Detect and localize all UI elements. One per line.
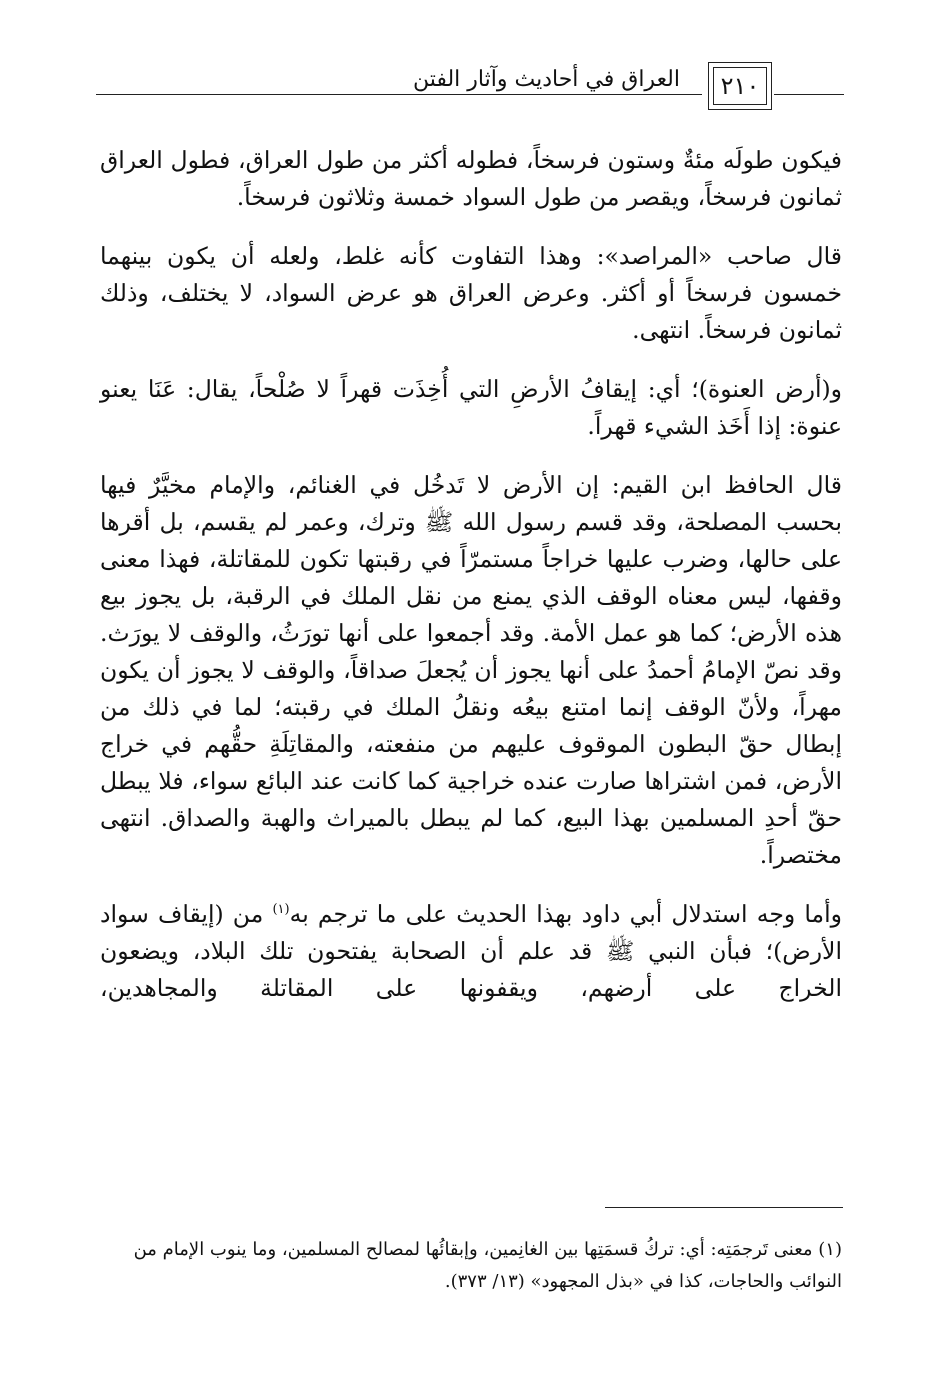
header-rule-right	[774, 94, 844, 95]
paragraph-5-text-b: من (إيقاف سواد الأرض)؛ فبأن النبي ﷺ قد علم أن الصحابة يفتحون تلك البلاد، ويضعون الخراج على أرضهم، ويقفونها على المقاتلة والمجاهدين،	[100, 900, 842, 1002]
running-header	[96, 62, 844, 114]
footnote-separator	[605, 1207, 843, 1208]
paragraph-2: قال صاحب «المراصد»: وهذا التفاوت كأنه غلط، ولعله أن يكون بينهما خمسون فرسخاً أو أكثر. وعرض العراق هو عرض السواد، لا يختلف، وذلك ثمانون فرسخاً. انتهى.	[100, 242, 842, 344]
running-title: العراق في أحاديث وآثار الفتن	[407, 67, 686, 93]
header-rule-left	[96, 94, 702, 95]
paragraph-5	[100, 896, 842, 1007]
footnote-reference[interactable]: (١)	[272, 902, 290, 918]
page-number: ٢١٠	[713, 67, 767, 105]
page-number-box	[708, 62, 772, 110]
footnote-1: (١) معنى تَرجمَتِه: أي: تركُ قسمَتِها بين الغانِمين، وإبقائُها لمصالح المسلمين، وما ينوب الإمام من النوائب والحاجات، كذا في «بذل المجهود» (١٣/ ٣٧٣).	[133, 1239, 842, 1292]
body-text	[100, 142, 842, 1029]
paragraph-3: و(أرض العنوة)؛ أي: إيقافُ الأرضِ التي أُخِذَت قهراً لا صُلْحاً، يقال: عَنَا يعنو عنوة: إذا أَخَذ الشيء قهراً.	[100, 375, 842, 440]
paragraph-4: قال الحافظ ابن القيم: إن الأرض لا تَدخُل في الغنائم، والإمام مخيَّرٌ فيها بحسب المصلحة، وقد قسم رسول الله ﷺ وترك، وعمر لم يقسم، بل أقرها على حالها، وضرب عليها خراجاً مستمرّاً في رقبتها تكون للمقاتلة، فهذا معنى وقفها، ليس معناه الوقف الذي يمنع من نقل الملك في الرقبة، بل يجوز بيع هذه الأرض؛ كما هو عمل الأمة. وقد أجمعوا على أنها تورَثُ، والوقف لا يورَث. وقد نصّ الإمامُ أحمدُ على أنها يجوز أن يُجعلَ صداقاً، والوقف لا يجوز أن يكون مهراً، ولأنّ الوقف إنما امتنع بيعُه ونقلُ الملك في رقبته؛ لما في ذلك من إبطال حقّ البطون الموقوف عليهم من منفعته، والمقاتِلَةِ حقُّهم في خراج الأرض، فمن اشتراها صارت عنده خراجية كما كانت عند البائع سواء، فلا يبطل حقّ أحدِ المسلمين بهذا البيع، كما لم يبطل بالميراث والهبة والصداق. انتهى مختصراً.	[100, 471, 842, 869]
paragraph-1: فيكون طولَه مئةٌ وستون فرسخاً، فطوله أكثر من طول العراق، فطول العراق ثمانون فرسخاً، ويقصر من طول السواد خمسة وثلاثون فرسخاً.	[100, 146, 842, 211]
paragraph-5-text-a: وأما وجه استدلال أبي داود بهذا الحديث على ما ترجم به	[289, 900, 842, 928]
